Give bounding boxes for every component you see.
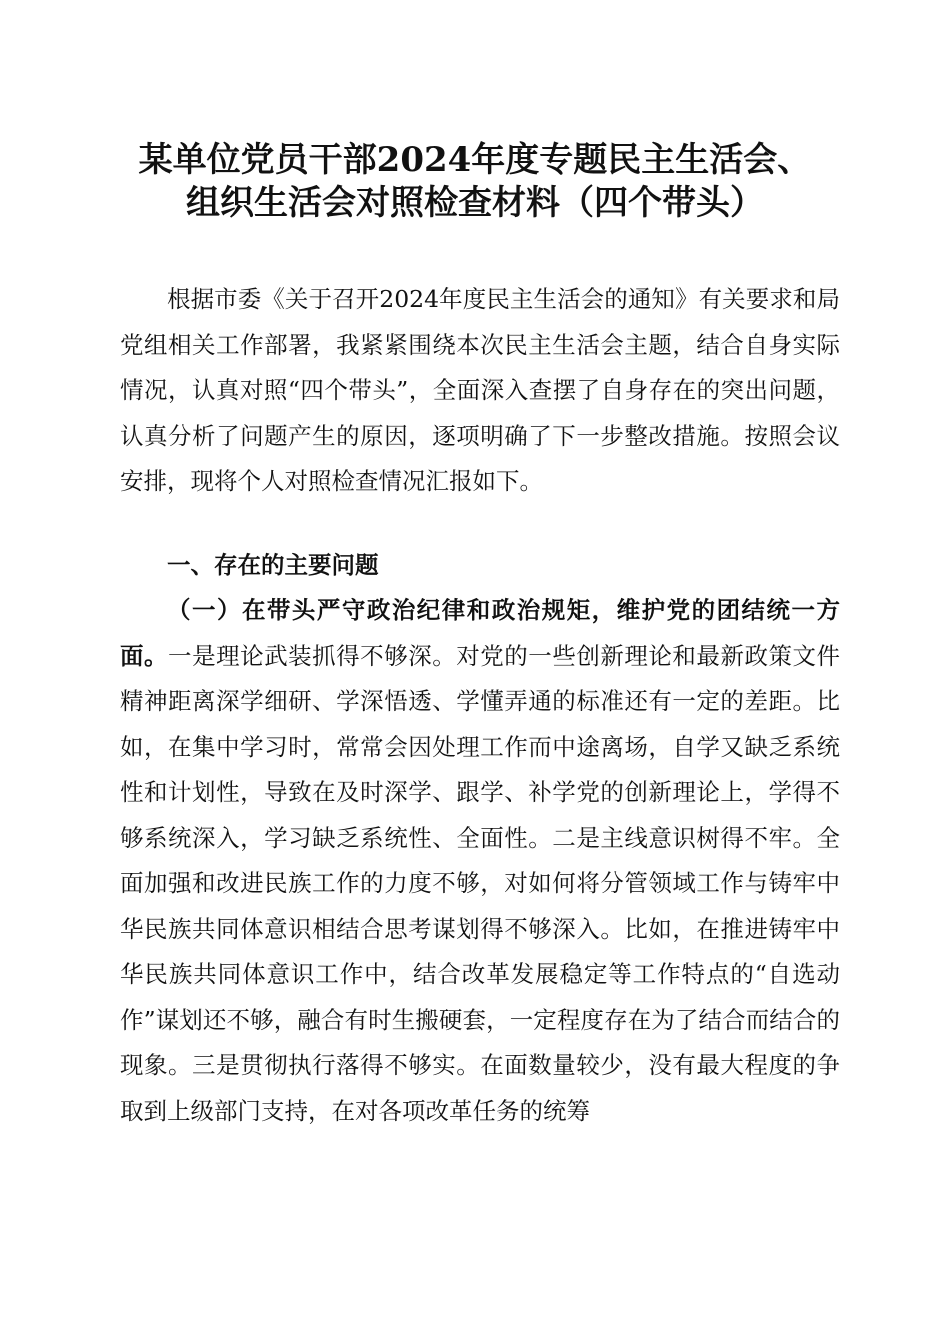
subsection-lead: （一）在带头严守政治纪律和政治规矩，维护党的团结统一方面。 [120, 596, 840, 670]
document-title-line-2: 组织生活会对照检查材料（四个带头） [186, 183, 764, 223]
subsection-paragraph [120, 588, 840, 1134]
section-heading-problems: 一、存在的主要问题 [167, 551, 379, 579]
document-title-line-1: 某单位党员干部2024年度专题民主生活会、 [138, 140, 812, 180]
subsection-body: 一是理论武装抓得不够深。对党的一些创新理论和最新政策文件精神距离深学细研、学深悟透、学懂弄通的标准还有一定的差距。比如，在集中学习时，常常会因处理工作而中途离场，自学又缺乏系统性和计划性，导致在及时深学、跟学、补学党的创新理论上，学得不够系统深入，学习缺乏系统性、全面性。二是主线意识树得不牢。全面加强和改进民族工作的力度不够，对如何将分管领域工作与铸牢中华民族共同体意识相结合思考谋划得不够深入。比如，在推进铸牢中华民族共同体意识工作中，结合改革发展稳定等工作特点的“自选动作”谋划还不够，融合有时生搬硬套，一定程度存在为了结合而结合的现象。三是贯彻执行落得不够实。在面数量较少，没有最大程度的争取到上级部门支持，在对各项改革任务的统筹 [120, 641, 841, 1125]
intro-paragraph: 根据市委《关于召开2024年度民主生活会的通知》有关要求和局党组相关工作部署，我紧紧围绕本次民主生活会主题，结合自身实际情况，认真对照“四个带头”，全面深入查摆了自身存在的突出问题，认真分析了问题产生的原因，逐项明确了下一步整改措施。按照会议安排，现将个人对照检查情况汇报如下。 [120, 285, 840, 495]
